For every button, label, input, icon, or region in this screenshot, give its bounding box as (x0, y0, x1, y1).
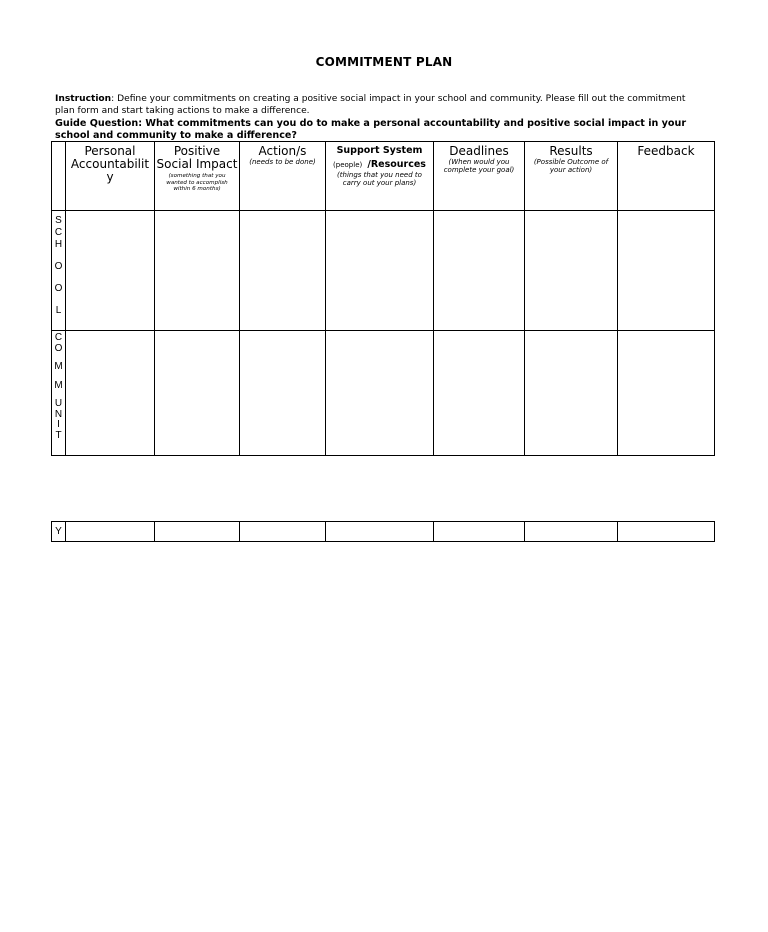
continuation-cell[interactable] (66, 522, 155, 542)
header-corner-cell (52, 142, 66, 211)
guide-question: Guide Question: What commitments can you do to make a personal accountability and positive social impact in your school and community to make a difference? (55, 118, 687, 141)
community-letter: M (54, 361, 63, 372)
continuation-cell[interactable] (240, 522, 326, 542)
school-results-cell[interactable] (525, 211, 618, 331)
community-results-cell[interactable] (525, 331, 618, 456)
community-personal-cell[interactable] (66, 331, 155, 456)
commitment-plan-table (51, 141, 715, 456)
community-letter: N (54, 408, 63, 420)
header-row (52, 142, 715, 211)
community-letter: M (54, 379, 63, 391)
header-deadlines-note: (When would you complete your goal) (443, 158, 515, 174)
header-positive-label: Positive Social Impact (156, 144, 238, 171)
header-actions-note: (needs to be done) (249, 158, 316, 166)
continuation-table (51, 521, 715, 542)
continuation-cell[interactable] (326, 522, 434, 542)
header-support-resources: /Resources (367, 159, 426, 170)
continuation-cell[interactable] (155, 522, 240, 542)
header-positive-social-impact (155, 142, 240, 211)
community-letter: C (54, 332, 63, 343)
school-deadlines-cell[interactable] (434, 211, 525, 331)
school-row-label (52, 211, 66, 331)
community-support-cell[interactable] (326, 331, 434, 456)
header-results-label: Results (549, 144, 593, 158)
community-letter: U (54, 398, 63, 409)
school-letter: L (55, 305, 62, 316)
header-personal-label: Personal Accountabilit y (70, 144, 150, 184)
community-row (52, 331, 715, 456)
header-deadlines (434, 142, 525, 211)
community-actions-cell[interactable] (240, 331, 326, 456)
school-letter: O (54, 283, 63, 294)
header-support-note: (things that you need to carry out your plans) (337, 171, 422, 187)
school-personal-cell[interactable] (66, 211, 155, 331)
school-letter: O (54, 261, 63, 272)
header-positive-note: (something that you wanted to accomplish within 6 months) (166, 173, 228, 192)
header-actions-label: Action/s (258, 144, 307, 158)
header-support-line2 (326, 156, 433, 171)
instruction-label: Instruction (55, 94, 112, 104)
school-feedback-cell[interactable] (618, 211, 715, 331)
header-results-note: (Possible Outcome of your action) (533, 158, 609, 174)
continuation-cell[interactable] (525, 522, 618, 542)
community-row-label (52, 331, 66, 456)
header-personal-accountability (66, 142, 155, 211)
header-results (525, 142, 618, 211)
school-letter: S (55, 215, 62, 226)
community-letter: I (57, 419, 60, 430)
continuation-cell[interactable] (434, 522, 525, 542)
instruction-text (55, 94, 705, 117)
continuation-cell[interactable] (618, 522, 715, 542)
header-deadlines-label: Deadlines (449, 144, 509, 158)
header-support-people: (people) (333, 161, 363, 169)
continuation-row-label: Y (52, 522, 66, 542)
community-letter: T (55, 429, 62, 441)
header-feedback (618, 142, 715, 211)
school-positive-cell[interactable] (155, 211, 240, 331)
school-letter: H (54, 239, 63, 250)
header-support-system (326, 142, 434, 211)
school-actions-cell[interactable] (240, 211, 326, 331)
header-feedback-label: Feedback (637, 144, 695, 158)
school-letter: C (54, 227, 63, 238)
header-actions (240, 142, 326, 211)
school-support-cell[interactable] (326, 211, 434, 331)
community-deadlines-cell[interactable] (434, 331, 525, 456)
instruction-body: : Define your commitments on creating a positive social impact in your school and community. Please fill out the commitment plan form and start taking actions to make a difference. (55, 94, 686, 116)
header-support-label: Support System (336, 145, 423, 156)
community-letter: O (54, 342, 63, 354)
page-title: COMMITMENT PLAN (315, 55, 453, 69)
community-feedback-cell[interactable] (618, 331, 715, 456)
school-row (52, 211, 715, 331)
community-positive-cell[interactable] (155, 331, 240, 456)
continuation-row (52, 522, 715, 542)
